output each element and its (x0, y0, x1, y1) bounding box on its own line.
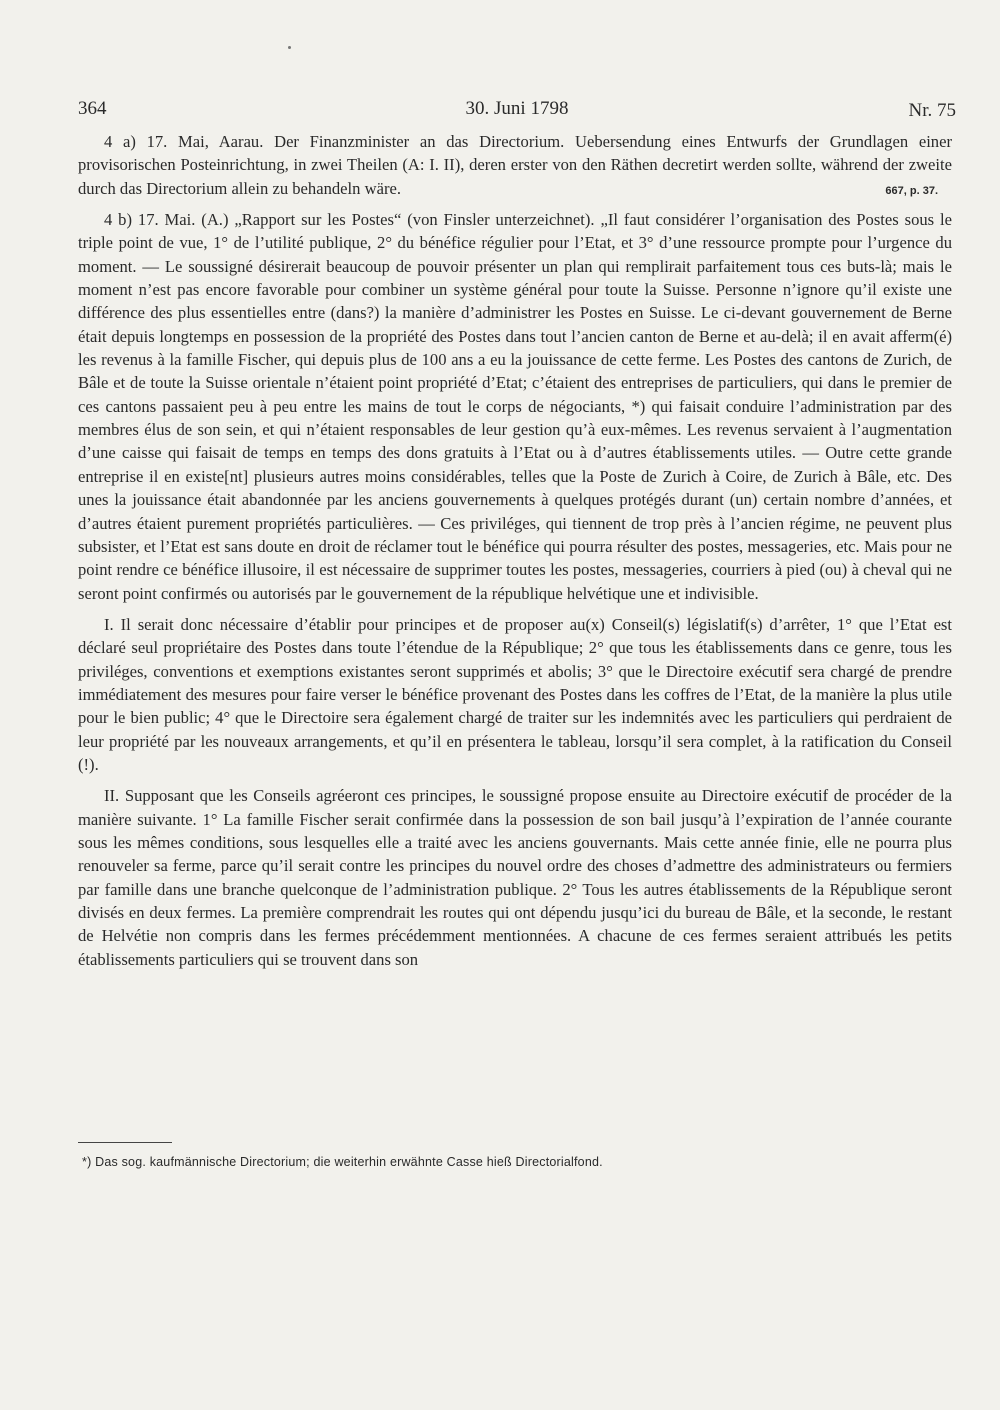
page-header (78, 98, 956, 130)
page-number: 364 (78, 98, 107, 119)
main-text (78, 130, 952, 971)
document-number: Nr. 75 (908, 100, 956, 121)
page-date: 30. Juni 1798 (465, 98, 569, 119)
paper-speck (288, 46, 291, 49)
paragraph-4b: 4 b) 17. Mai. (A.) „Rapport sur les Postes“ (von Finsler unterzeichnet). „Il faut considérer l’organisation des Postes sous le triple point de vue, 1° de l’utilité publique, 2° du bénéfice régulier pour l’Etat, et 3° d’une ressource prompte pour l’urgence du moment. — Le soussigné désirerait beaucoup de pouvoir présenter un plan qui remplirait parfaitement tous ces buts-là; mais le moment n’est pas encore favorable pour combiner un système général pour toute la Suisse. Personne n’ignore qu’il existe une différence des plus essentielles entre (dans?) la manière d’administrer les Postes en Suisse. Le ci-devant gouvernement de Berne était depuis longtemps en possession de la propriété des Postes dans tout l’ancien canton de Berne et au-delà; il en avait afferm(é) les revenus à la famille Fischer, qui depuis plus de 100 ans a eu la jouissance de cette ferme. Les Postes des cantons de Zurich, de Bâle et de toute la Suisse orientale n’étaient point propriété d’Etat; c’étaient des entreprises de particuliers, qui dans le premier de ces cantons passaient peu à peu entre les mains de tout le corps de négociants, *) qui faisait conduire l’administration par des membres élus de son sein, et qui n’étaient responsables de leur gestion qu’à eux-mêmes. Les revenus servaient à l’augmentation d’une caisse qui faisait de temps en temps des dons gratuits à l’Etat ou à d’autres établissements utiles. — Outre cette grande entreprise il en existe[nt] plusieurs autres moins considérables, telles que la Poste de Zurich à Coire, de Zurich à Bâle, etc. Des unes la jouissance était abandonnée par les anciens gouvernements à quelques protégés durant (un) certain nombre d’années, et d’autres étaient purement propriétés particulières. — Ces priviléges, qui tiennent de trop près à l’ancien régime, ne peuvent plus subsister, et l’Etat est sans doute en droit de réclamer tout le bénéfice qui pourra résulter des postes, messageries, etc. Mais pour ne point rendre ce bénéfice illusoire, il est nécessaire de supprimer toutes les postes, messageries, courriers à pied (ou) à cheval qui ne seront point confirmés ou autorisés par le gouvernement de la république helvétique une et indivisible. (78, 210, 952, 603)
paragraph-section-2: II. Supposant que les Conseils agréeront ces principes, le soussigné propose ensuite au Directoire exécutif de procéder de la manière suivante. 1° La famille Fischer serait confirmée dans la possession de son bail jusqu’à l’expiration de l’année courante sous les mêmes conditions, sous lesquelles elle a traité avec les anciens gouvernants. Mais cette année finie, elle ne pourra plus renouveler sa ferme, parce qu’il serait contre les principes du nouvel ordre des choses d’admettre des administrateurs ou fermiers par famille dans une branche quelconque de l’administration publique. 2° Tous les autres établissements de la République seront divisés en deux fermes. La première comprendrait les routes qui ont dépendu jusqu’ici du bureau de Bâle, et la seconde, le restant de Helvétie non compris dans les fermes précédemment mentionnées. A chacune de ces fermes seraient attribués les petits établissements particuliers qui se trouvent dans son (78, 786, 952, 969)
archive-reference: 667, p. 37. (885, 184, 938, 197)
paragraph-4a-text: 4 a) 17. Mai, Aarau. Der Finanzminister an das Directorium. Uebersendung eines Entwurfs der Grundlagen einer provisorischen Posteinrichtung, in zwei Theilen (A: I. II), deren erster von den Räthen decretirt werden sollte, während der zweite durch das Directorium allein zu behandeln wäre. (78, 132, 952, 198)
paragraph-section-1: I. Il serait donc nécessaire d’établir pour principes et de proposer au(x) Conseil(s) législatif(s) d’arrêter, 1° que l’Etat est déclaré seul propriétaire des Postes dans toute l’étendue de la République; 2° que tous les établissements dans ce genre, tous les priviléges, conventions et exemptions existantes seront supprimés et abolis; 3° que le Directoire exécutif sera chargé de prendre immédiatement des mesures pour faire verser le bénéfice provenant des Postes dans les coffres de l’Etat, de la manière la plus utile pour le bien public; 4° que le Directoire sera également chargé de traiter sur les indemnités avec les particuliers qui perdraient de leur propriété par les nouveaux arrangements, et qu’il en présentera le tableau, lorsqu’il sera complet, à la ratification du Conseil (!). (78, 614, 952, 774)
footnote: *) Das sog. kaufmännische Directorium; die weiterhin erwähnte Casse hieß Directorialfond. (82, 1155, 603, 1169)
paragraph-4a (78, 130, 952, 200)
footnote-separator (78, 1142, 172, 1143)
